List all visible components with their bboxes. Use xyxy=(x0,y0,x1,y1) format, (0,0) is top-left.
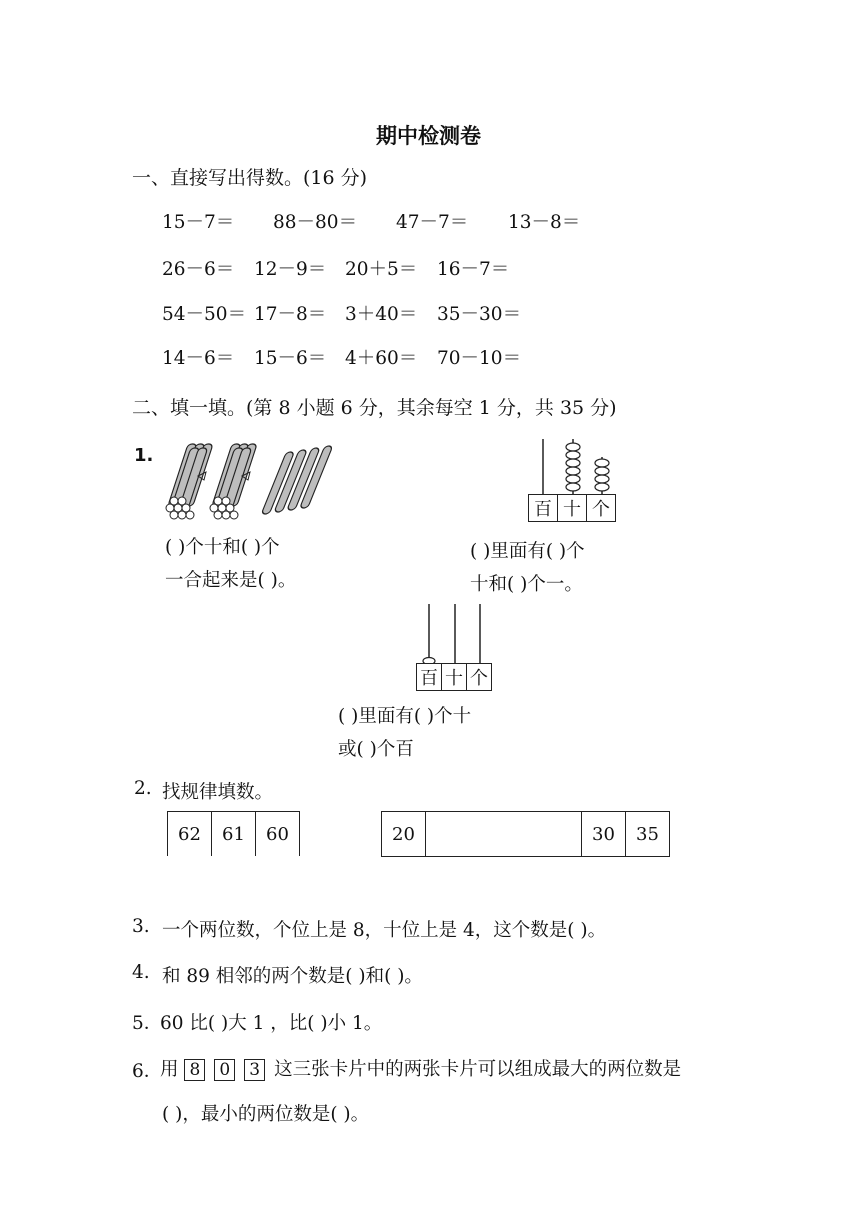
q2-text: 找规律填数。 xyxy=(162,782,274,803)
abacus-bead-icon xyxy=(566,443,609,491)
arith-item: 35－30＝ xyxy=(437,304,522,325)
arith-item: 12－9＝ xyxy=(254,259,327,280)
digit-card: 3 xyxy=(244,1059,265,1081)
q6-line1 xyxy=(160,1055,681,1081)
stick-bundles-illustration xyxy=(160,438,335,524)
place-label: 百 xyxy=(529,495,558,522)
section2-heading: 二、填一填。(第 8 小题 6 分，其余每空 1 分，共 35 分) xyxy=(132,397,617,419)
arith-item: 17－8＝ xyxy=(254,304,327,325)
q1-sticks-line2: 一合起来是( )。 xyxy=(165,570,297,591)
single-sticks-icon xyxy=(261,446,332,514)
arith-item: 88－80＝ xyxy=(273,212,358,233)
place-label: 个 xyxy=(467,664,492,691)
q6-prefix: 用 xyxy=(160,1059,179,1080)
sequence-2 xyxy=(381,811,670,857)
sequence-cell: 60 xyxy=(256,812,300,857)
q1-abacus1-line2: 十和( )个一。 xyxy=(470,574,583,595)
arith-item: 20＋5＝ xyxy=(345,259,418,280)
q4-number: 4. xyxy=(132,962,150,983)
sequence-cell: 30 xyxy=(582,812,626,857)
arith-item: 14－6＝ xyxy=(162,348,235,369)
place-label: 十 xyxy=(558,495,587,522)
arith-item: 26－6＝ xyxy=(162,259,235,280)
arith-item: 15－7＝ xyxy=(162,212,235,233)
arith-item: 13－8＝ xyxy=(508,212,581,233)
q2-number: 2. xyxy=(134,778,152,799)
q1-abacus2-line1: ( )里面有( )个十 xyxy=(338,706,472,727)
place-label: 十 xyxy=(442,664,467,691)
q6-number: 6． xyxy=(132,1061,163,1082)
q1-abacus1-line1: ( )里面有( )个 xyxy=(470,541,585,562)
q5-number: 5． xyxy=(132,1013,163,1034)
sequence-cell: 62 xyxy=(168,812,212,857)
sequence-cell: 61 xyxy=(212,812,256,857)
bundle-of-ten-icon xyxy=(210,444,257,519)
q6-line2: ( )，最小的两位数是( )。 xyxy=(162,1104,370,1125)
arith-item: 4＋60＝ xyxy=(345,348,418,369)
digit-card: 8 xyxy=(184,1059,205,1081)
q6-suffix: 这三张卡片中的两张卡片可以组成最大的两位数是 xyxy=(274,1059,682,1080)
q1-abacus2-line2: 或( )个百 xyxy=(338,739,414,760)
place-label: 百 xyxy=(417,664,442,691)
arith-item: 15－6＝ xyxy=(254,348,327,369)
page-title: 期中检测卷 xyxy=(376,124,481,148)
q3-text: 一个两位数，个位上是 8，十位上是 4，这个数是( )。 xyxy=(162,920,607,941)
abacus-2-rods xyxy=(416,602,492,664)
place-label: 个 xyxy=(587,495,616,522)
q1-sticks-line1: ( )个十和( )个 xyxy=(165,537,280,558)
q4-text: 和 89 相邻的两个数是( )和( )。 xyxy=(162,966,423,987)
arith-item: 3＋40＝ xyxy=(345,304,418,325)
q5-text: 60 比( )大 1 ，比( )小 1。 xyxy=(160,1013,383,1034)
arith-item: 70－10＝ xyxy=(437,348,522,369)
abacus-1-place-labels xyxy=(528,494,616,522)
sequence-blank-cell[interactable] xyxy=(426,812,582,857)
arith-item: 54－50＝ xyxy=(162,304,247,325)
abacus-1-rods xyxy=(528,437,618,495)
sequence-1 xyxy=(167,811,300,856)
sequence-cell: 20 xyxy=(382,812,426,857)
q1-number: 1. xyxy=(134,445,154,466)
q3-number: 3. xyxy=(132,916,150,937)
arith-item: 47－7＝ xyxy=(396,212,469,233)
section1-heading: 一、直接写出得数。(16 分) xyxy=(132,167,368,189)
arith-item: 16－7＝ xyxy=(437,259,510,280)
digit-card: 0 xyxy=(214,1059,235,1081)
abacus-2-place-labels xyxy=(416,663,492,691)
bundle-of-ten-icon xyxy=(166,444,213,519)
sequence-cell: 35 xyxy=(626,812,670,857)
